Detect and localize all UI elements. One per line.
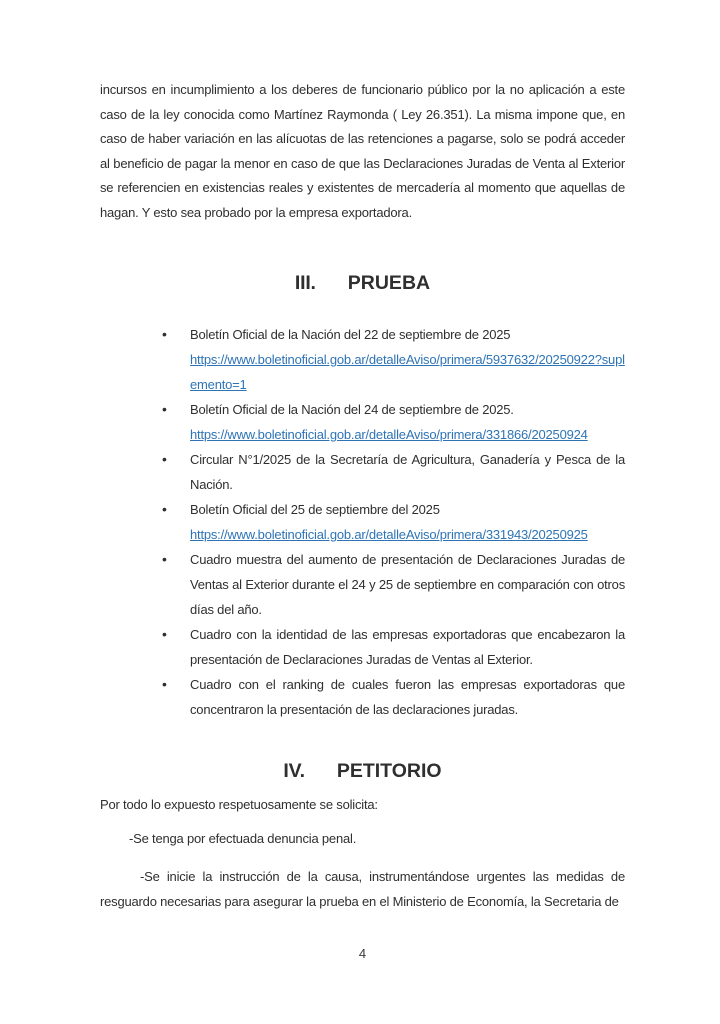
evidence-text: • Cuadro con el ranking de cuales fueron las empresas exportadoras que concentraron la presentación de las declaraciones juradas. — [190, 677, 625, 717]
petitorio-intro: Por todo lo expuesto respetuosamente se solicita: — [100, 797, 378, 812]
petitorio-request-2: -Se inicie la instrucción de la causa, instrumentándose urgentes las medidas de resguardo necesarias para asegurar la prueba en el Ministerio de Economía, la Secretaria de — [100, 869, 625, 909]
intro-paragraph: incursos en incumplimiento a los deberes de funcionario público por la no aplicación a este caso de la ley conocida como Martínez Raymonda ( Ley 26.351). La misma impone que, en caso de haber variación en las alícuotas de las retenciones a pagarse, solo se podrá acceder al beneficio de pagar la menor en caso de que las Declaraciones Juradas de Venta al Exterior se referencien en existencias reales y existentes de mercadería al momento que aquellas de hagan. Y esto sea probado por la empresa exportadora. — [100, 82, 625, 220]
evidence-text: • Cuadro con la identidad de las empresas exportadoras que encabezaron la presentación de Declaraciones Juradas de Ventas al Exterior. — [190, 627, 625, 667]
list-item — [190, 497, 625, 547]
list-item — [190, 447, 625, 497]
evidence-link-row — [190, 522, 625, 547]
evidence-text: • Circular N°1/2025 de la Secretaría de Agricultura, Ganadería y Pesca de la Nación. — [190, 452, 625, 492]
list-item — [190, 547, 625, 622]
section-heading-petitorio — [100, 759, 625, 783]
evidence-link[interactable]: https://www.boletinoficial.gob.ar/detalleAviso/primera/5937632/20250922?suplemento=1 — [190, 352, 625, 392]
page-number: 4 — [358, 946, 367, 961]
section-title: PETITORIO — [336, 760, 442, 782]
list-item — [190, 672, 625, 722]
evidence-link[interactable]: https://www.boletinoficial.gob.ar/detalleAviso/primera/331943/20250925 — [190, 527, 588, 542]
section-title: PRUEBA — [347, 272, 431, 294]
section-numeral: III. — [294, 272, 316, 294]
evidence-text: • Boletín Oficial de la Nación del 22 de septiembre de 2025 — [190, 327, 511, 342]
evidence-link-row — [190, 422, 625, 447]
list-item — [190, 397, 625, 447]
section-heading-prueba — [100, 271, 625, 295]
evidence-link-row — [190, 347, 625, 397]
evidence-text: • Boletín Oficial del 25 de septiembre del 2025 — [190, 502, 440, 517]
list-item — [190, 322, 625, 397]
list-item — [190, 622, 625, 672]
evidence-text: • Cuadro muestra del aumento de presentación de Declaraciones Juradas de Ventas al Exterior durante el 24 y 25 de septiembre en comparación con otros días del año. — [190, 552, 625, 617]
evidence-text: • Boletín Oficial de la Nación del 24 de septiembre de 2025. — [190, 402, 514, 417]
evidence-link[interactable]: https://www.boletinoficial.gob.ar/detalleAviso/primera/331866/20250924 — [190, 427, 588, 442]
section-numeral: IV. — [283, 760, 305, 782]
evidence-list — [100, 322, 625, 722]
petitorio-request-1: -Se tenga por efectuada denuncia penal. — [129, 830, 357, 846]
